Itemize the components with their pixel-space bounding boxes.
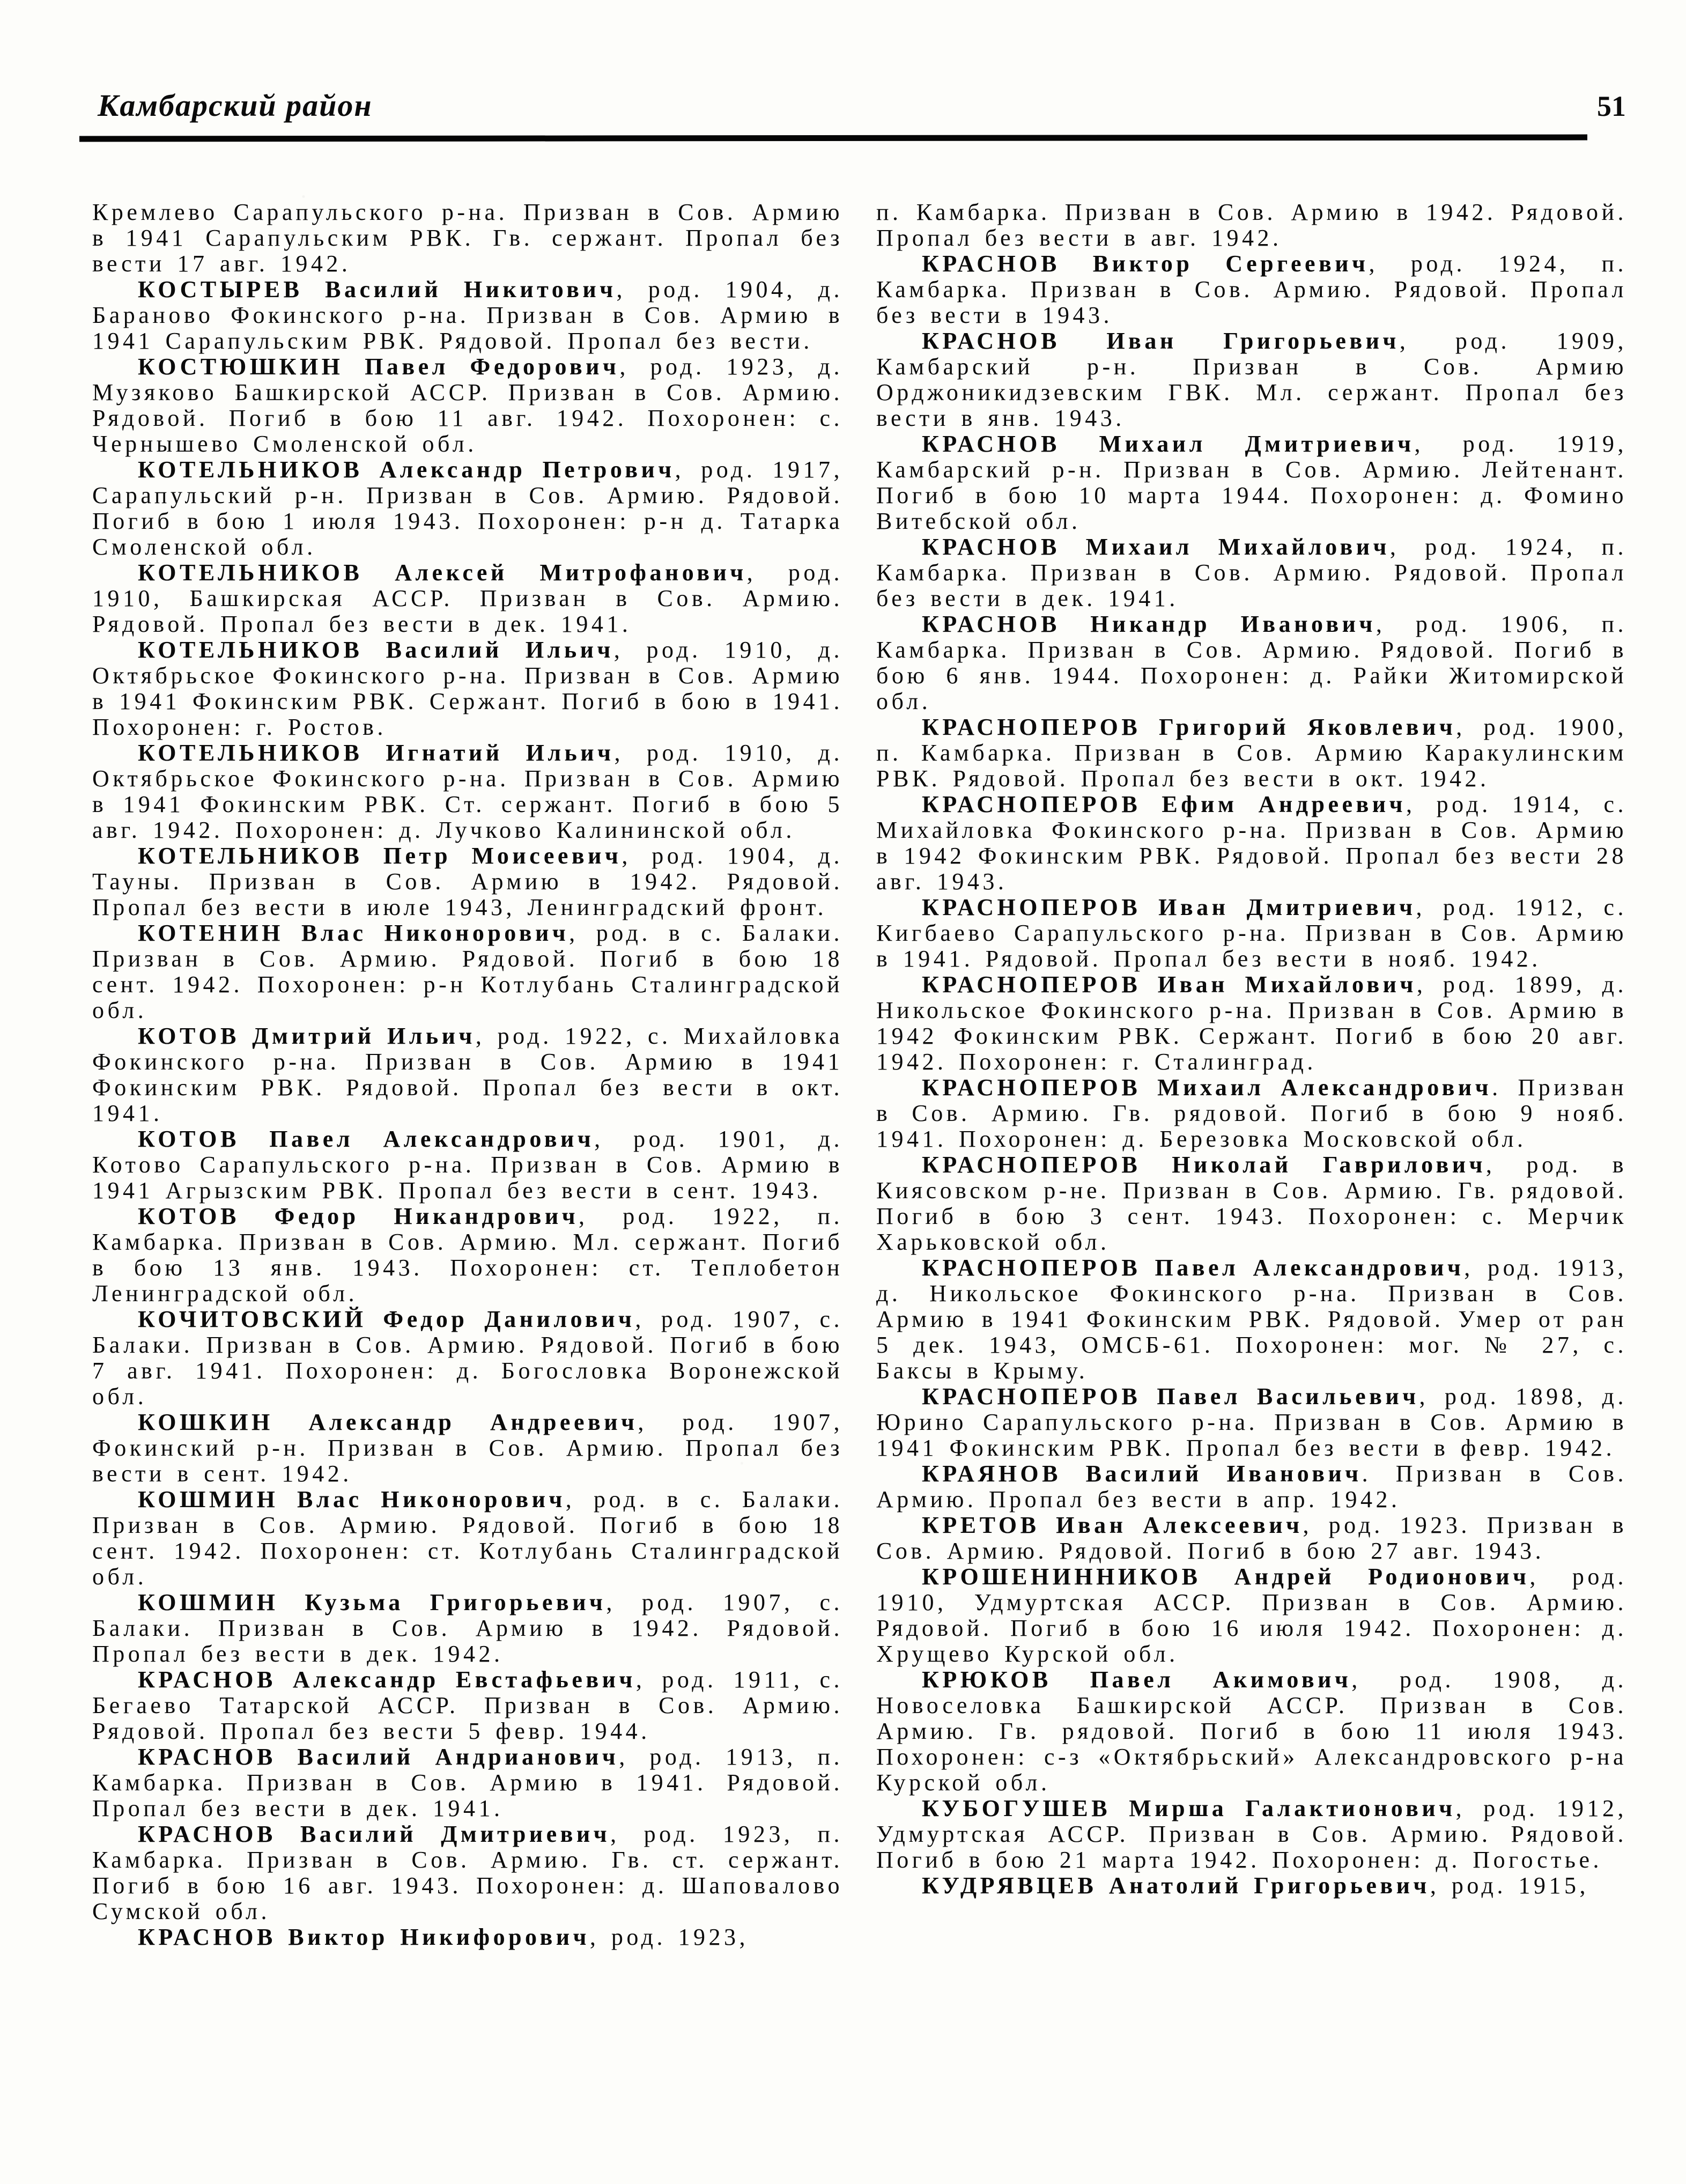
memorial-entry: КРАСНОВ Иван Григорьевич, род. 1909, Камбарский р-н. Призван в Сов. Армию Орджоникидзевским ГВК. Мл. сержант. Пропал без вести в янв. 1943.	[876, 328, 1627, 431]
entry-person-name: КРЮКОВ Павел Акимович	[922, 1666, 1352, 1693]
memorial-entry: КОШКИН Александр Андреевич, род. 1907, Фокинский р-н. Призван в Сов. Армию. Пропал без вести в сент. 1942.	[92, 1409, 843, 1487]
entry-person-name: КОТЕЛЬНИКОВ Игнатий Ильич	[138, 740, 615, 766]
entry-person-name: КОТОВ Федор Никандрович	[138, 1203, 579, 1229]
entry-person-name: КРАСНОПЕРОВ Николай Гаврилович	[922, 1152, 1486, 1178]
memorial-entry: КРЕТОВ Иван Алексеевич, род. 1923. Призван в Сов. Армию. Рядовой. Погиб в бою 27 авг. 1943.	[876, 1512, 1627, 1564]
entry-person-name: КРАЯНОВ Василий Иванович	[922, 1460, 1362, 1487]
memorial-entry: КУБОГУШЕВ Мирша Галактионович, род. 1912, Удмуртская АССР. Призван в Сов. Армию. Рядовой. Погиб в бою 21 марта 1942. Похоронен: д. Погостье.	[876, 1795, 1628, 1873]
page-header	[98, 90, 1626, 121]
entry-person-name: КОТЕЛЬНИКОВ Александр Петрович	[138, 456, 675, 483]
entry-person-name: КРАСНОВ Михаил Михайлович	[922, 534, 1390, 560]
memorial-entry: КОТЕЛЬНИКОВ Алексей Митрофанович, род. 1910, Башкирская АССР. Призван в Сов. Армию. Рядовой. Пропал без вести в дек. 1941.	[92, 559, 843, 637]
entry-person-name: КОЧИТОВСКИЙ Федор Данилович	[138, 1306, 635, 1332]
entry-person-name: КРАСНОВ Иван Григорьевич	[922, 328, 1400, 354]
memorial-entry: КРАСНОВ Михаил Михайлович, род. 1924, п. Камбарка. Призван в Сов. Армию. Рядовой. Пропал без вести в дек. 1941.	[876, 534, 1627, 611]
memorial-entry: КОТЕЛЬНИКОВ Игнатий Ильич, род. 1910, д. Октябрьское Фокинского р-на. Призван в Сов. Армию в 1941 Фокинским РВК. Ст. сержант. Погиб в бою 5 авг. 1942. Похоронен: д. Лучково Калининской обл.	[92, 740, 843, 843]
memorial-entry: КОТЕЛЬНИКОВ Василий Ильич, род. 1910, д. Октябрьское Фокинского р-на. Призван в Сов. Армию в 1941 Фокинским РВК. Сержант. Погиб в бою в 1941. Похоронен: г. Ростов.	[92, 637, 843, 740]
entry-person-name: КОСТЮШКИН Павел Федорович	[138, 353, 620, 380]
entry-person-name: КРАСНОВ Виктор Сергеевич	[922, 250, 1369, 277]
entry-person-name: КОШМИН Кузьма Григорьевич	[138, 1589, 607, 1615]
entry-person-name: КОТЕЛЬНИКОВ Алексей Митрофанович	[138, 559, 747, 586]
memorial-entry: КРАСНОВ Василий Андрианович, род. 1913, п. Камбарка. Призван в Сов. Армию в 1941. Рядовой. Пропал без вести в дек. 1941.	[92, 1744, 843, 1821]
memorial-entry: КРАСНОПЕРОВ Иван Дмитриевич, род. 1912, с. Кигбаево Сарапульского р-на. Призван в Сов. Армию в 1941. Рядовой. Пропал без вести в нояб. 1942.	[876, 894, 1627, 972]
memorial-entry: КОТЕЛЬНИКОВ Александр Петрович, род. 1917, Сарапульский р-н. Призван в Сов. Армию. Рядовой. Погиб в бою 1 июля 1943. Похоронен: р-н д. Татарка Смоленской обл.	[92, 456, 844, 560]
memorial-entry: КРАСНОПЕРОВ Павел Васильевич, род. 1898, д. Юрино Сарапульского р-на. Призван в Сов. Армию в 1941 Фокинским РВК. Пропал без вести в февр. 1942.	[876, 1383, 1627, 1461]
entry-person-name: КУДРЯВЦЕВ Анатолий Григорьевич	[922, 1872, 1430, 1899]
entry-person-name: КОТОВ Дмитрий Ильич	[138, 1023, 476, 1049]
text-columns	[92, 200, 1627, 1950]
page-number: 51	[1597, 90, 1626, 122]
entry-person-name: КОШМИН Влас Никонорович	[138, 1486, 566, 1512]
memorial-entry: КРЮКОВ Павел Акимович, род. 1908, д. Новоселовка Башкирской АССР. Призван в Сов. Армию. Гв. рядовой. Погиб в бою 11 июля 1943. Похоронен: с-з «Октябрьский» Александровского р-на Курской обл.	[876, 1666, 1627, 1796]
memorial-entry: КРАСНОВ Михаил Дмитриевич, род. 1919, Камбарский р-н. Призван в Сов. Армию. Лейтенант. Погиб в бою 10 марта 1944. Похоронен: д. Фомино Витебской обл.	[876, 431, 1628, 534]
entry-person-name: КОСТЫРЕВ Василий Никитович	[138, 276, 617, 302]
entry-person-name: КУБОГУШЕВ Мирша Галактионович	[922, 1795, 1456, 1821]
entry-person-name: КРЕТОВ Иван Алексеевич	[922, 1512, 1303, 1538]
left-column	[92, 200, 843, 1950]
memorial-entry: КРАСНОВ Виктор Никифорович, род. 1923,	[138, 1924, 749, 1950]
entry-person-name: КРАСНОПЕРОВ Иван Михайлович	[922, 971, 1417, 998]
entry-person-name: КОТЕЛЬНИКОВ Василий Ильич	[138, 637, 614, 663]
entry-person-name: КРАСНОПЕРОВ Ефим Андреевич	[922, 791, 1406, 817]
memorial-entry-continuation: п. Камбарка. Призван в Сов. Армию в 1942. Рядовой. Пропал без вести в авг. 1942.	[876, 199, 1627, 251]
entry-person-name: КРАСНОВ Никандр Иванович	[922, 611, 1376, 637]
header-rule	[79, 135, 1587, 142]
memorial-entry: КОТОВ Павел Александрович, род. 1901, д. Котово Сарапульского р-на. Призван в Сов. Армию в 1941 Агрызским РВК. Пропал без вести в сент. 1943.	[92, 1126, 843, 1204]
district-title: Камбарский район	[98, 88, 373, 123]
memorial-entry: КОЧИТОВСКИЙ Федор Данилович, род. 1907, с. Балаки. Призван в Сов. Армию. Рядовой. Погиб в бою 7 авг. 1941. Похоронен: д. Богословка Воронежской обл.	[92, 1306, 843, 1410]
memorial-entry: КОТЕНИН Влас Никонорович, род. в с. Балаки. Призван в Сов. Армию. Рядовой. Погиб в бою 18 сент. 1942. Похоронен: р-н Котлубань Сталинградской обл.	[92, 920, 843, 1023]
memorial-entry: КОТОВ Дмитрий Ильич, род. 1922, с. Михайловка Фокинского р-на. Призван в Сов. Армию в 1941 Фокинским РВК. Рядовой. Пропал без вести в окт. 1941.	[92, 1023, 843, 1126]
entry-person-name: КРОШЕНИННИКОВ Андрей Родионович	[922, 1563, 1530, 1590]
right-column	[876, 200, 1627, 1899]
entry-person-name: КРАСНОПЕРОВ Павел Васильевич	[922, 1383, 1419, 1410]
memorial-entry: КРАСНОПЕРОВ Ефим Андреевич, род. 1914, с. Михайловка Фокинского р-на. Призван в Сов. Армию в 1942 Фокинским РВК. Рядовой. Пропал без вести 28 авг. 1943.	[876, 791, 1627, 895]
memorial-entry: КОСТЮШКИН Павел Федорович, род. 1923, д. Музяково Башкирской АССР. Призван в Сов. Армию. Рядовой. Погиб в бою 11 авг. 1942. Похоронен: с. Чернышево Смоленской обл.	[92, 353, 843, 457]
memorial-entry: КРОШЕНИННИКОВ Андрей Родионович, род. 1910, Удмуртская АССР. Призван в Сов. Армию. Рядовой. Погиб в бою 16 июля 1942. Похоронен: д. Хрущево Курской обл.	[876, 1563, 1627, 1667]
memorial-entry: КУДРЯВЦЕВ Анатолий Григорьевич, род. 1915,	[922, 1872, 1589, 1899]
entry-person-name: КОТОВ Павел Александрович	[138, 1126, 595, 1152]
entry-person-name: КРАСНОПЕРОВ Иван Дмитриевич	[922, 894, 1416, 920]
entry-person-name: КРАСНОПЕРОВ Михаил Александрович	[922, 1074, 1492, 1101]
memorial-entry: КОТЕЛЬНИКОВ Петр Моисеевич, род. 1904, д. Тауны. Призван в Сов. Армию в 1942. Рядовой. Пропал без вести в июле 1943, Ленинградский фронт.	[92, 843, 843, 920]
memorial-entry: КРАСНОПЕРОВ Павел Александрович, род. 1913, д. Никольское Фокинского р-на. Призван в Сов. Армию в 1941 Фокинским РВК. Рядовой. Умер от ран 5 дек. 1943, ОМСБ-61. Похоронен: мог. № 27, с. Баксы в Крыму.	[876, 1255, 1627, 1384]
entry-person-name: КРАСНОВ Александр Евстафьевич	[138, 1666, 636, 1693]
entry-person-name: КОШКИН Александр Андреевич	[138, 1409, 638, 1435]
entry-person-name: КОТЕНИН Влас Никонорович	[138, 920, 570, 946]
memorial-entry: КРАСНОПЕРОВ Николай Гаврилович, род. в Киясовском р-не. Призван в Сов. Армию. Гв. рядовой. Погиб в бою 3 сент. 1943. Похоронен: с. Мерчик Харьковской обл.	[876, 1152, 1627, 1255]
memorial-entry: КРАСНОВ Василий Дмитриевич, род. 1923, п. Камбарка. Призван в Сов. Армию. Гв. ст. сержант. Погиб в бою 16 авг. 1943. Похоронен: д. Шаповалово Сумской обл.	[92, 1821, 844, 1924]
memorial-entry-continuation: Кремлево Сарапульского р-на. Призван в Сов. Армию в 1941 Сарапульским РВК. Гв. сержант. Пропал без вести 17 авг. 1942.	[92, 199, 843, 277]
entry-person-name: КРАСНОВ Виктор Никифорович	[138, 1924, 590, 1950]
memorial-entry: КОТОВ Федор Никандрович, род. 1922, п. Камбарка. Призван в Сов. Армию. Мл. сержант. Погиб в бою 13 янв. 1943. Похоронен: ст. Теплобетон Ленинградской обл.	[92, 1203, 844, 1307]
memorial-entry: КРАСНОВ Виктор Сергеевич, род. 1924, п. Камбарка. Призван в Сов. Армию. Рядовой. Пропал без вести в 1943.	[876, 250, 1627, 328]
entry-person-name: КОТЕЛЬНИКОВ Петр Моисеевич	[138, 843, 622, 869]
memorial-entry: КРАСНОВ Никандр Иванович, род. 1906, п. Камбарка. Призван в Сов. Армию. Рядовой. Погиб в бою 6 янв. 1944. Похоронен: д. Райки Житомирской обл.	[876, 611, 1627, 714]
memorial-entry: КОСТЫРЕВ Василий Никитович, род. 1904, д. Бараново Фокинского р-на. Призван в Сов. Армию в 1941 Сарапульским РВК. Рядовой. Пропал без вести.	[92, 276, 844, 354]
entry-person-name: КРАСНОВ Василий Андрианович	[138, 1744, 619, 1770]
memorial-entry: КРАСНОПЕРОВ Михаил Александрович. Призван в Сов. Армию. Гв. рядовой. Погиб в бою 9 нояб. 1941. Похоронен: д. Березовка Московской обл.	[876, 1074, 1627, 1152]
entry-person-name: КРАСНОПЕРОВ Павел Александрович	[922, 1255, 1465, 1281]
memorial-entry: КОШМИН Влас Никонорович, род. в с. Балаки. Призван в Сов. Армию. Рядовой. Погиб в бою 18 сент. 1942. Похоронен: ст. Котлубань Сталинградской обл.	[92, 1486, 843, 1590]
memorial-entry: КРАЯНОВ Василий Иванович. Призван в Сов. Армию. Пропал без вести в апр. 1942.	[876, 1460, 1627, 1512]
memorial-entry: КОШМИН Кузьма Григорьевич, род. 1907, с. Балаки. Призван в Сов. Армию в 1942. Рядовой. Пропал без вести в дек. 1942.	[92, 1589, 843, 1667]
entry-person-name: КРАСНОВ Михаил Дмитриевич	[922, 431, 1415, 457]
memorial-entry: КРАСНОПЕРОВ Григорий Яковлевич, род. 1900, п. Камбарка. Призван в Сов. Армию Каракулинским РВК. Рядовой. Пропал без вести в окт. 1942.	[876, 714, 1628, 792]
memorial-entry: КРАСНОВ Александр Евстафьевич, род. 1911, с. Бегаево Татарской АССР. Призван в Сов. Армию. Рядовой. Пропал без вести 5 февр. 1944.	[92, 1666, 843, 1744]
entry-person-name: КРАСНОПЕРОВ Григорий Яковлевич	[922, 714, 1456, 740]
entry-person-name: КРАСНОВ Василий Дмитриевич	[138, 1821, 611, 1847]
memorial-entry: КРАСНОПЕРОВ Иван Михайлович, род. 1899, д. Никольское Фокинского р-на. Призван в Сов. Армию в 1942 Фокинским РВК. Сержант. Погиб в бою 20 авг. 1942. Похоронен: г. Сталинград.	[876, 971, 1627, 1075]
